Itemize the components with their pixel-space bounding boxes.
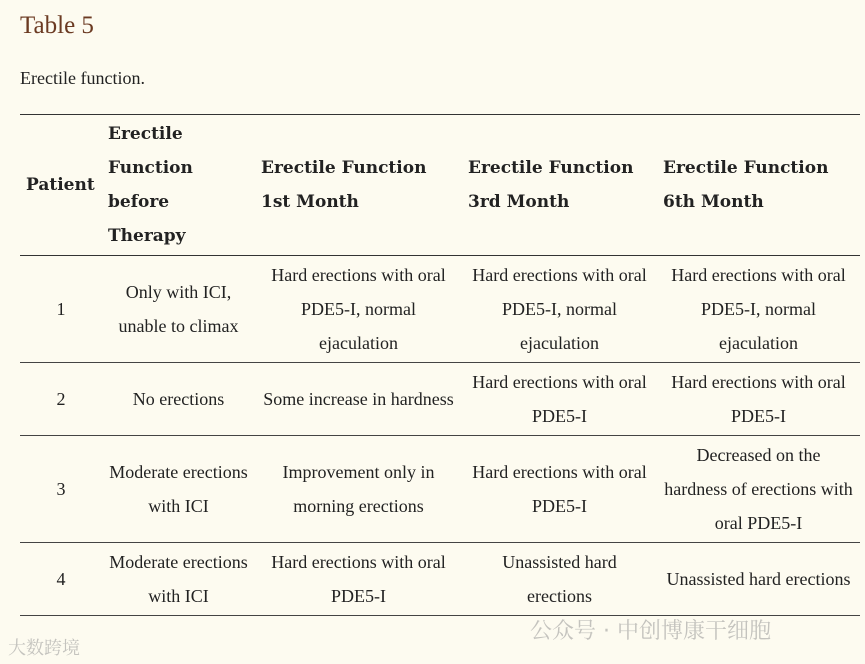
table-cell: Hard erections with oral PDE5-I, normal ejaculation <box>472 265 647 353</box>
header-cell: Erectile Function 1st Month <box>261 158 427 212</box>
table-cell: No erections <box>132 389 225 409</box>
table-cell: 2 <box>56 389 66 409</box>
table-cell: Some increase in hardness <box>263 389 454 409</box>
table-cell: Moderate erections with ICI <box>109 462 248 516</box>
table-row <box>20 256 860 363</box>
table-cell: Decreased on the hardness of erections with oral PDE5-I <box>664 445 853 533</box>
table-cell: Hard erections with oral PDE5-I <box>271 552 446 606</box>
table-cell: Improvement only in morning erections <box>282 462 435 516</box>
table-cell: Hard erections with oral PDE5-I, normal ejaculation <box>271 265 446 353</box>
erectile-function-table <box>20 114 860 616</box>
table-cell: Hard erections with oral PDE5-I <box>472 462 647 516</box>
watermark-right: 公众号 · 中创博康干细胞 <box>530 619 771 644</box>
table-cell: Hard erections with oral PDE5-I <box>472 372 647 426</box>
table-cell: Unassisted hard erections <box>502 552 617 606</box>
header-row <box>20 115 860 256</box>
table-caption: Erectile function. <box>20 68 145 88</box>
table-cell: 1 <box>56 299 66 319</box>
header-cell: Erectile Function 6th Month <box>663 158 829 212</box>
table-row <box>20 543 860 616</box>
table-row <box>20 436 860 543</box>
table-cell: Moderate erections with ICI <box>109 552 248 606</box>
header-cell: Patient <box>26 175 95 195</box>
table-title: Table 5 <box>20 12 94 39</box>
table-cell: Hard erections with oral PDE5-I <box>671 372 846 426</box>
table-cell: Hard erections with oral PDE5-I, normal ejaculation <box>671 265 846 353</box>
table-cell: Only with ICI, unable to climax <box>118 282 239 336</box>
header-cell: Erectile Function 3rd Month <box>468 158 634 212</box>
table-cell: 3 <box>56 479 66 499</box>
table-cell: Unassisted hard erections <box>666 569 851 589</box>
table-cell: 4 <box>56 569 66 589</box>
header-cell: Erectile Function before Therapy <box>108 124 193 246</box>
table-row <box>20 363 860 436</box>
watermark-left: 大数跨境 <box>8 638 80 659</box>
